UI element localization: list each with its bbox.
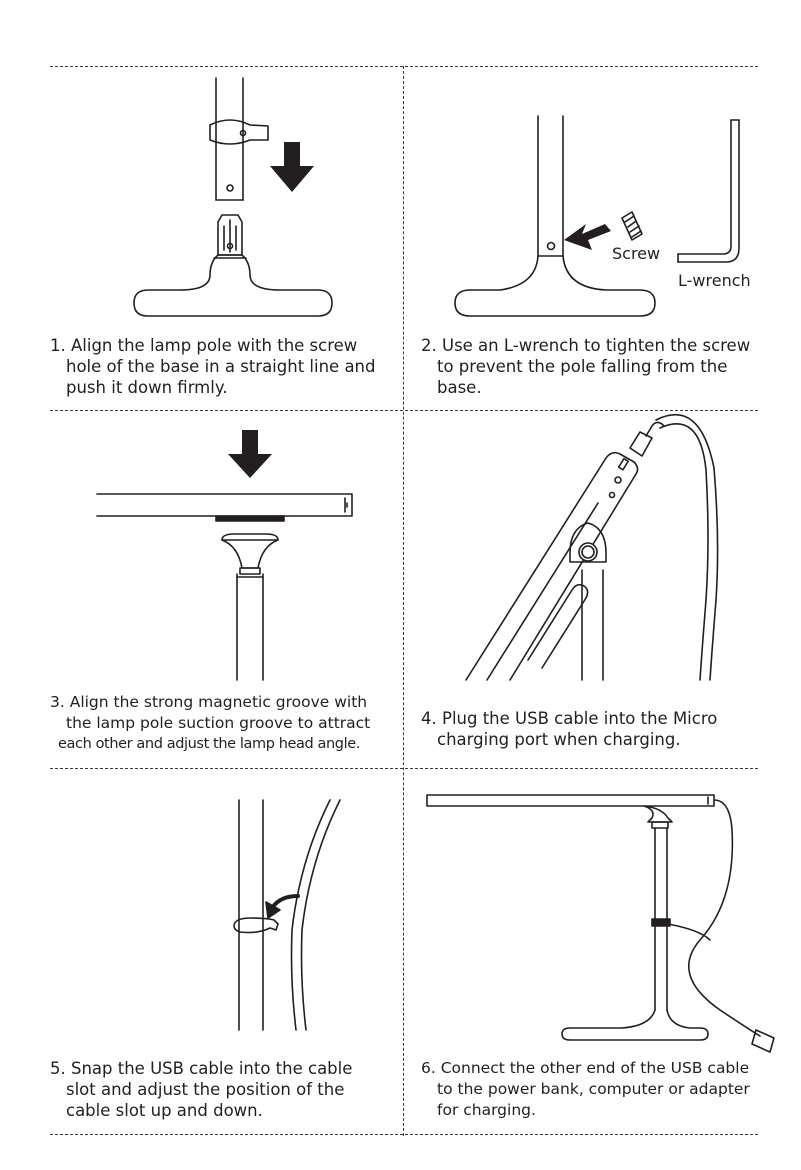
step-6-line-3: for charging. <box>437 1101 536 1119</box>
step-5-instruction <box>50 1058 352 1121</box>
step-1-line-3: push it down firmly. <box>66 378 228 397</box>
step-1-line-2: hole of the base in a straight line and <box>66 357 376 376</box>
step-3-line-1: 3. Align the strong magnetic groove with <box>50 693 368 711</box>
step6-illustration <box>427 795 774 1052</box>
step-3-line-2: the lamp pole suction groove to attract <box>66 714 371 732</box>
step-4-line-2: charging port when charging. <box>437 730 681 749</box>
step-4-instruction <box>421 708 717 750</box>
step-2-line-3: base. <box>437 378 482 397</box>
step-3-line-3: each other and adjust the lamp head angle. <box>58 736 360 752</box>
screw-label: Screw <box>612 244 661 263</box>
step5-illustration <box>234 800 340 1030</box>
step2-illustration <box>455 116 751 316</box>
step-3-instruction <box>50 692 370 755</box>
step-5-line-3: cable slot up and down. <box>66 1101 263 1120</box>
step3-illustration <box>97 430 352 680</box>
step-2-line-1: 2. Use an L-wrench to tighten the screw <box>421 336 751 355</box>
l-wrench-label: L-wrench <box>678 271 751 290</box>
step4-illustration <box>466 415 718 680</box>
step-6-line-1: 6. Connect the other end of the USB cable <box>421 1059 750 1077</box>
step-6-instruction <box>421 1058 750 1121</box>
step1-illustration <box>134 78 332 316</box>
step-6-line-2: to the power bank, computer or adapter <box>437 1080 750 1098</box>
step-1-instruction <box>50 335 375 398</box>
step-2-instruction <box>421 335 750 398</box>
step-4-line-1: 4. Plug the USB cable into the Micro <box>421 709 718 728</box>
step-1-line-1: 1. Align the lamp pole with the screw <box>50 336 358 355</box>
step-5-line-1: 5. Snap the USB cable into the cable <box>50 1059 353 1078</box>
step-2-line-2: to prevent the pole falling from the <box>437 357 728 376</box>
step-5-line-2: slot and adjust the position of the <box>66 1080 345 1099</box>
